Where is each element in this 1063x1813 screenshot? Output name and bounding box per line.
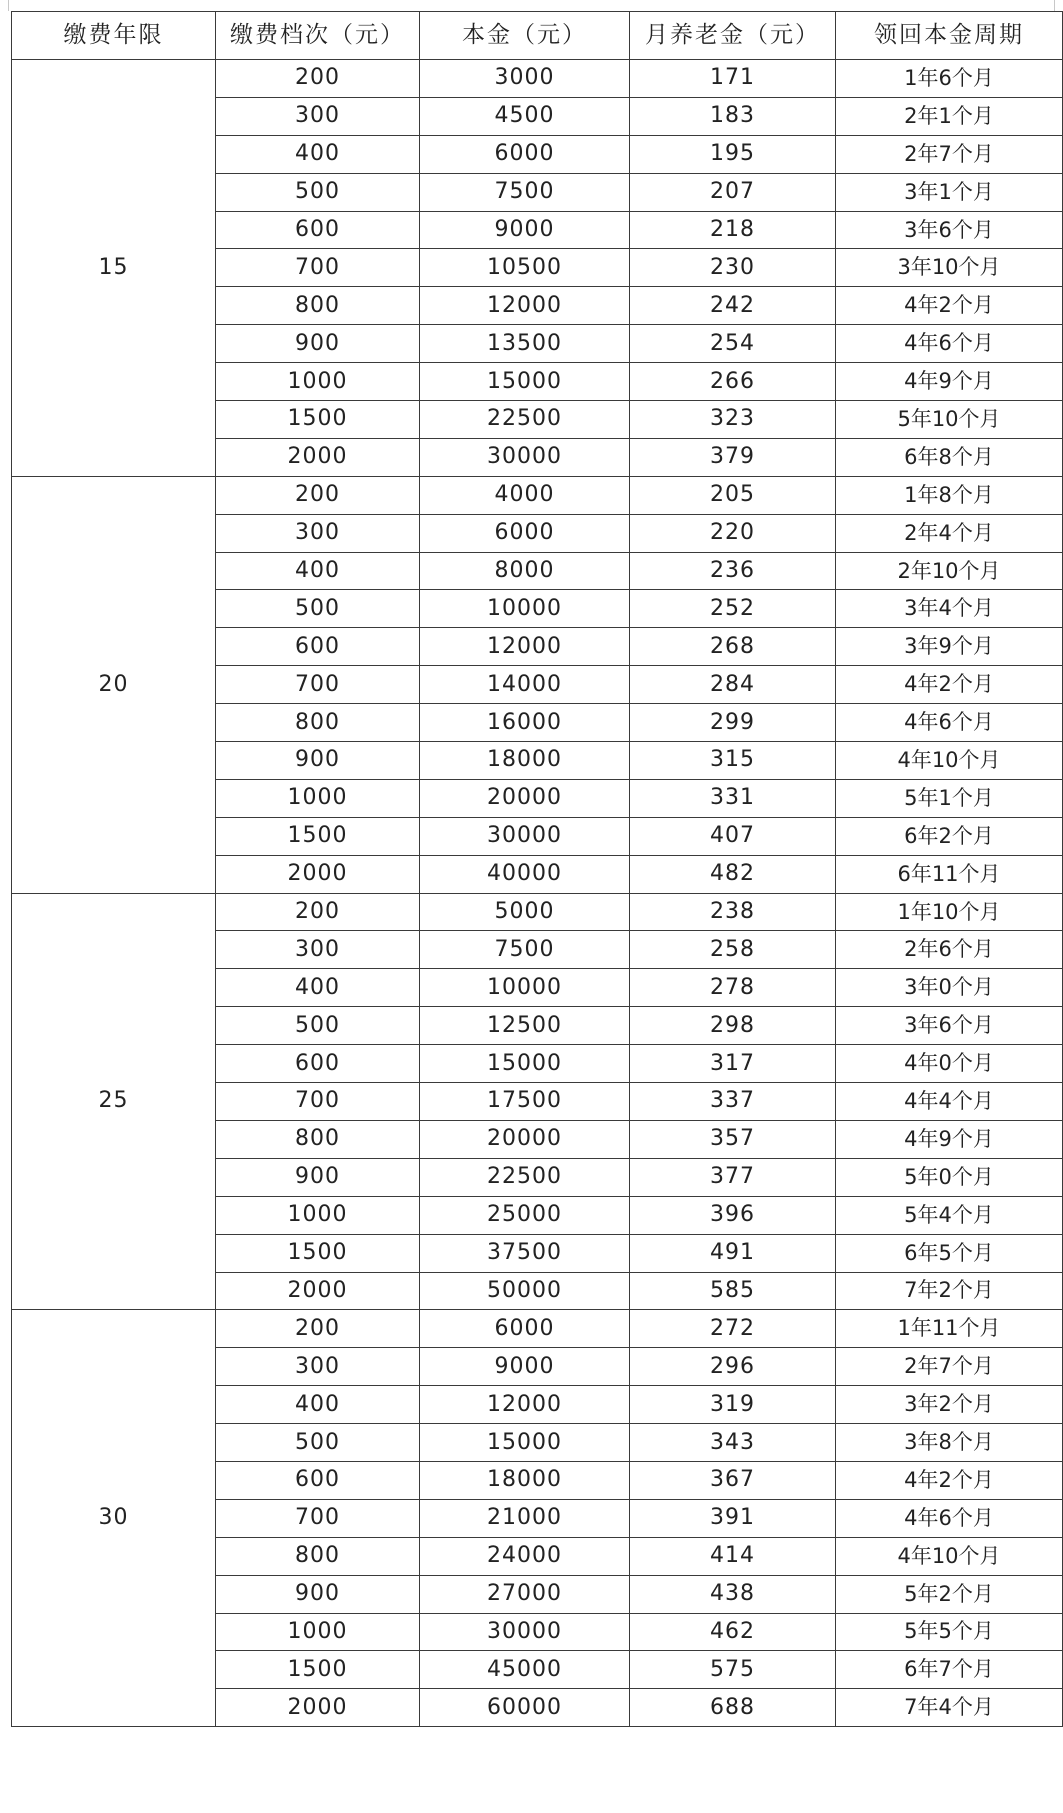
payback-period-cell: 2年1个月 <box>836 97 1063 135</box>
header-monthly-pension: 月养老金（元） <box>630 12 836 60</box>
tier-cell: 2000 <box>216 438 420 476</box>
table-row <box>12 893 1063 931</box>
payback-period-cell: 3年8个月 <box>836 1424 1063 1462</box>
table-row <box>12 1310 1063 1348</box>
monthly-pension-cell: 171 <box>630 60 836 98</box>
principal-cell: 20000 <box>420 779 630 817</box>
payback-period-cell: 4年2个月 <box>836 287 1063 325</box>
monthly-pension-cell: 195 <box>630 135 836 173</box>
payback-period-cell: 5年4个月 <box>836 1196 1063 1234</box>
tier-cell: 400 <box>216 1386 420 1424</box>
tier-cell: 2000 <box>216 1272 420 1310</box>
principal-cell: 10500 <box>420 249 630 287</box>
payback-period-cell: 3年6个月 <box>836 211 1063 249</box>
principal-cell: 15000 <box>420 1424 630 1462</box>
payback-period-cell: 4年9个月 <box>836 1120 1063 1158</box>
monthly-pension-cell: 379 <box>630 438 836 476</box>
monthly-pension-cell: 278 <box>630 969 836 1007</box>
payback-period-cell: 1年6个月 <box>836 60 1063 98</box>
monthly-pension-cell: 317 <box>630 1045 836 1083</box>
table-header <box>12 12 1063 60</box>
tier-cell: 300 <box>216 931 420 969</box>
monthly-pension-cell: 296 <box>630 1348 836 1386</box>
monthly-pension-cell: 391 <box>630 1499 836 1537</box>
principal-cell: 10000 <box>420 590 630 628</box>
tier-cell: 500 <box>216 1424 420 1462</box>
monthly-pension-cell: 575 <box>630 1651 836 1689</box>
header-payback-period: 领回本金周期 <box>836 12 1063 60</box>
principal-cell: 30000 <box>420 1613 630 1651</box>
monthly-pension-cell: 315 <box>630 742 836 780</box>
monthly-pension-cell: 396 <box>630 1196 836 1234</box>
tier-cell: 1500 <box>216 817 420 855</box>
principal-cell: 30000 <box>420 438 630 476</box>
monthly-pension-cell: 205 <box>630 476 836 514</box>
monthly-pension-cell: 298 <box>630 1007 836 1045</box>
monthly-pension-cell: 462 <box>630 1613 836 1651</box>
principal-cell: 5000 <box>420 893 630 931</box>
principal-cell: 6000 <box>420 514 630 552</box>
payback-period-cell: 6年11个月 <box>836 855 1063 893</box>
payback-period-cell: 3年1个月 <box>836 173 1063 211</box>
header-row <box>12 12 1063 60</box>
tier-cell: 1500 <box>216 1234 420 1272</box>
payback-period-cell: 3年10个月 <box>836 249 1063 287</box>
principal-cell: 12000 <box>420 287 630 325</box>
principal-cell: 17500 <box>420 1083 630 1121</box>
years-cell: 15 <box>12 60 216 477</box>
payback-period-cell: 4年0个月 <box>836 1045 1063 1083</box>
tier-cell: 600 <box>216 628 420 666</box>
principal-cell: 15000 <box>420 1045 630 1083</box>
principal-cell: 45000 <box>420 1651 630 1689</box>
principal-cell: 50000 <box>420 1272 630 1310</box>
payback-period-cell: 4年6个月 <box>836 704 1063 742</box>
tier-cell: 400 <box>216 969 420 1007</box>
tier-cell: 700 <box>216 1083 420 1121</box>
monthly-pension-cell: 331 <box>630 779 836 817</box>
tier-cell: 2000 <box>216 855 420 893</box>
monthly-pension-cell: 343 <box>630 1424 836 1462</box>
pension-payback-table <box>11 11 1063 1727</box>
tier-cell: 200 <box>216 1310 420 1348</box>
tier-cell: 900 <box>216 325 420 363</box>
principal-cell: 8000 <box>420 552 630 590</box>
payback-period-cell: 4年10个月 <box>836 742 1063 780</box>
tier-cell: 2000 <box>216 1689 420 1727</box>
table-body <box>12 60 1063 1727</box>
principal-cell: 15000 <box>420 363 630 401</box>
monthly-pension-cell: 252 <box>630 590 836 628</box>
monthly-pension-cell: 272 <box>630 1310 836 1348</box>
tier-cell: 200 <box>216 60 420 98</box>
page-edge-marker-right <box>1054 0 1055 11</box>
tier-cell: 1500 <box>216 1651 420 1689</box>
tier-cell: 700 <box>216 1499 420 1537</box>
table-row <box>12 60 1063 98</box>
principal-cell: 9000 <box>420 211 630 249</box>
payback-period-cell: 3年0个月 <box>836 969 1063 1007</box>
payback-period-cell: 5年1个月 <box>836 779 1063 817</box>
tier-cell: 800 <box>216 1537 420 1575</box>
payback-period-cell: 5年2个月 <box>836 1575 1063 1613</box>
payback-period-cell: 2年7个月 <box>836 135 1063 173</box>
principal-cell: 12000 <box>420 1386 630 1424</box>
monthly-pension-cell: 357 <box>630 1120 836 1158</box>
principal-cell: 4500 <box>420 97 630 135</box>
tier-cell: 200 <box>216 893 420 931</box>
principal-cell: 21000 <box>420 1499 630 1537</box>
header-principal: 本金（元） <box>420 12 630 60</box>
principal-cell: 18000 <box>420 1461 630 1499</box>
payback-period-cell: 2年7个月 <box>836 1348 1063 1386</box>
principal-cell: 9000 <box>420 1348 630 1386</box>
tier-cell: 700 <box>216 249 420 287</box>
tier-cell: 700 <box>216 666 420 704</box>
payback-period-cell: 3年9个月 <box>836 628 1063 666</box>
payback-period-cell: 4年9个月 <box>836 363 1063 401</box>
payback-period-cell: 4年2个月 <box>836 666 1063 704</box>
monthly-pension-cell: 254 <box>630 325 836 363</box>
monthly-pension-cell: 482 <box>630 855 836 893</box>
monthly-pension-cell: 414 <box>630 1537 836 1575</box>
tier-cell: 300 <box>216 514 420 552</box>
monthly-pension-cell: 367 <box>630 1461 836 1499</box>
payback-period-cell: 6年2个月 <box>836 817 1063 855</box>
tier-cell: 900 <box>216 1575 420 1613</box>
principal-cell: 20000 <box>420 1120 630 1158</box>
principal-cell: 13500 <box>420 325 630 363</box>
payback-period-cell: 7年2个月 <box>836 1272 1063 1310</box>
principal-cell: 37500 <box>420 1234 630 1272</box>
principal-cell: 12000 <box>420 628 630 666</box>
tier-cell: 1000 <box>216 1196 420 1234</box>
payback-period-cell: 6年5个月 <box>836 1234 1063 1272</box>
principal-cell: 30000 <box>420 817 630 855</box>
principal-cell: 7500 <box>420 931 630 969</box>
principal-cell: 18000 <box>420 742 630 780</box>
payback-period-cell: 1年11个月 <box>836 1310 1063 1348</box>
principal-cell: 16000 <box>420 704 630 742</box>
tier-cell: 300 <box>216 97 420 135</box>
monthly-pension-cell: 220 <box>630 514 836 552</box>
principal-cell: 24000 <box>420 1537 630 1575</box>
tier-cell: 200 <box>216 476 420 514</box>
tier-cell: 500 <box>216 590 420 628</box>
monthly-pension-cell: 323 <box>630 401 836 439</box>
header-tier: 缴费档次（元） <box>216 12 420 60</box>
principal-cell: 27000 <box>420 1575 630 1613</box>
payback-period-cell: 4年2个月 <box>836 1461 1063 1499</box>
payback-period-cell: 3年4个月 <box>836 590 1063 628</box>
monthly-pension-cell: 407 <box>630 817 836 855</box>
payback-period-cell: 4年6个月 <box>836 1499 1063 1537</box>
tier-cell: 1000 <box>216 1613 420 1651</box>
principal-cell: 40000 <box>420 855 630 893</box>
payback-period-cell: 4年10个月 <box>836 1537 1063 1575</box>
tier-cell: 900 <box>216 1158 420 1196</box>
monthly-pension-cell: 319 <box>630 1386 836 1424</box>
monthly-pension-cell: 585 <box>630 1272 836 1310</box>
tier-cell: 800 <box>216 704 420 742</box>
monthly-pension-cell: 218 <box>630 211 836 249</box>
header-years: 缴费年限 <box>12 12 216 60</box>
principal-cell: 22500 <box>420 1158 630 1196</box>
tier-cell: 500 <box>216 1007 420 1045</box>
monthly-pension-cell: 183 <box>630 97 836 135</box>
payback-period-cell: 7年4个月 <box>836 1689 1063 1727</box>
tier-cell: 1000 <box>216 779 420 817</box>
monthly-pension-cell: 258 <box>630 931 836 969</box>
monthly-pension-cell: 236 <box>630 552 836 590</box>
monthly-pension-cell: 284 <box>630 666 836 704</box>
payback-period-cell: 4年4个月 <box>836 1083 1063 1121</box>
monthly-pension-cell: 238 <box>630 893 836 931</box>
page-edge-marker-left <box>8 0 9 11</box>
payback-period-cell: 2年10个月 <box>836 552 1063 590</box>
tier-cell: 400 <box>216 135 420 173</box>
monthly-pension-cell: 337 <box>630 1083 836 1121</box>
payback-period-cell: 3年2个月 <box>836 1386 1063 1424</box>
years-cell: 30 <box>12 1310 216 1727</box>
tier-cell: 500 <box>216 173 420 211</box>
payback-period-cell: 5年0个月 <box>836 1158 1063 1196</box>
tier-cell: 900 <box>216 742 420 780</box>
monthly-pension-cell: 491 <box>630 1234 836 1272</box>
principal-cell: 6000 <box>420 1310 630 1348</box>
monthly-pension-cell: 438 <box>630 1575 836 1613</box>
tier-cell: 400 <box>216 552 420 590</box>
monthly-pension-cell: 266 <box>630 363 836 401</box>
tier-cell: 1000 <box>216 363 420 401</box>
payback-period-cell: 5年5个月 <box>836 1613 1063 1651</box>
monthly-pension-cell: 242 <box>630 287 836 325</box>
years-cell: 20 <box>12 476 216 893</box>
principal-cell: 7500 <box>420 173 630 211</box>
tier-cell: 300 <box>216 1348 420 1386</box>
tier-cell: 800 <box>216 287 420 325</box>
payback-period-cell: 1年8个月 <box>836 476 1063 514</box>
payback-period-cell: 6年7个月 <box>836 1651 1063 1689</box>
tier-cell: 600 <box>216 1461 420 1499</box>
payback-period-cell: 4年6个月 <box>836 325 1063 363</box>
payback-period-cell: 2年4个月 <box>836 514 1063 552</box>
payback-period-cell: 6年8个月 <box>836 438 1063 476</box>
tier-cell: 800 <box>216 1120 420 1158</box>
monthly-pension-cell: 299 <box>630 704 836 742</box>
payback-period-cell: 2年6个月 <box>836 931 1063 969</box>
monthly-pension-cell: 268 <box>630 628 836 666</box>
payback-period-cell: 3年6个月 <box>836 1007 1063 1045</box>
monthly-pension-cell: 230 <box>630 249 836 287</box>
principal-cell: 4000 <box>420 476 630 514</box>
principal-cell: 10000 <box>420 969 630 1007</box>
tier-cell: 1500 <box>216 401 420 439</box>
principal-cell: 12500 <box>420 1007 630 1045</box>
tier-cell: 600 <box>216 211 420 249</box>
monthly-pension-cell: 207 <box>630 173 836 211</box>
principal-cell: 25000 <box>420 1196 630 1234</box>
monthly-pension-cell: 377 <box>630 1158 836 1196</box>
payback-period-cell: 1年10个月 <box>836 893 1063 931</box>
principal-cell: 6000 <box>420 135 630 173</box>
principal-cell: 60000 <box>420 1689 630 1727</box>
years-cell: 25 <box>12 893 216 1310</box>
monthly-pension-cell: 688 <box>630 1689 836 1727</box>
table-row <box>12 476 1063 514</box>
principal-cell: 22500 <box>420 401 630 439</box>
payback-period-cell: 5年10个月 <box>836 401 1063 439</box>
tier-cell: 600 <box>216 1045 420 1083</box>
principal-cell: 14000 <box>420 666 630 704</box>
principal-cell: 3000 <box>420 60 630 98</box>
